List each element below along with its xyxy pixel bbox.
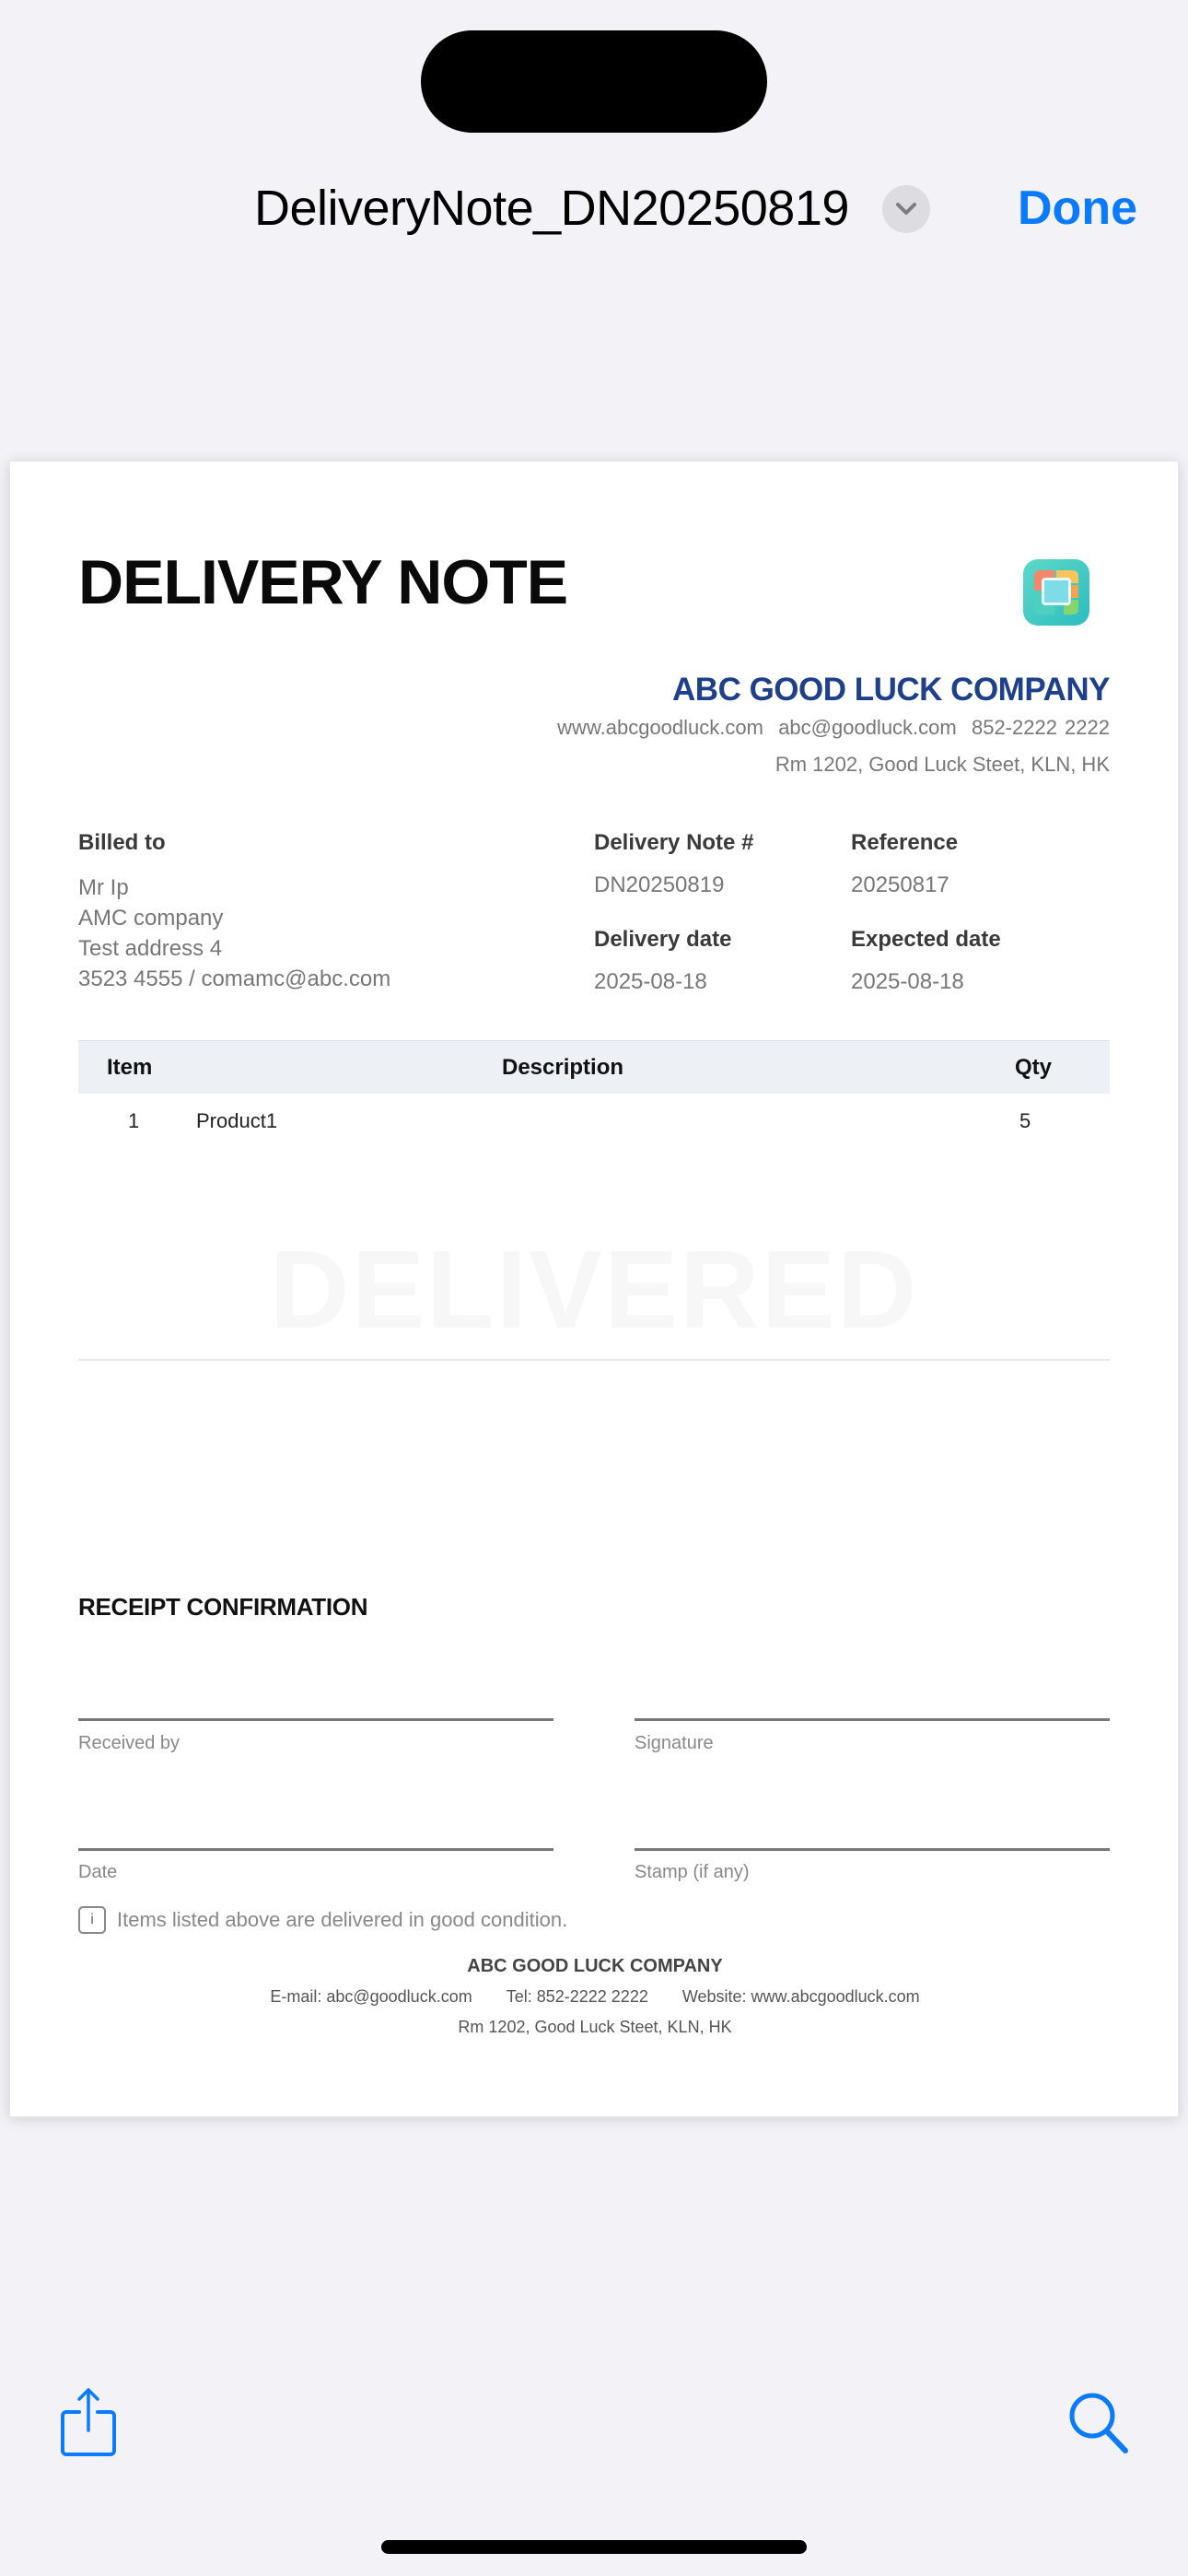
signature-label: Signature	[635, 1733, 714, 1753]
received-by-label: Received by	[78, 1733, 181, 1753]
delivery-date-value: 2025-08-18	[594, 969, 707, 994]
search-button[interactable]	[1066, 2390, 1131, 2456]
items-table-header	[78, 1040, 1110, 1094]
billed-to-company: AMC company	[78, 906, 224, 931]
footer-website: Website: www.abcgoodluck.com	[681, 1987, 920, 2006]
footer-contacts	[10, 1987, 1180, 2007]
signature-line	[635, 1718, 1110, 1721]
stamp-line	[635, 1848, 1110, 1851]
title-menu-button[interactable]	[882, 185, 930, 233]
footer-address: Rm 1202, Good Luck Steet, KLN, HK	[458, 2018, 732, 2036]
footer-email: E-mail: abc@goodluck.com	[270, 1987, 472, 2006]
reference-value: 20250817	[851, 872, 949, 897]
company-email: abc@goodluck.com	[778, 716, 957, 739]
condition-note-text: Items listed above are delivered in good condition.	[117, 1908, 568, 1931]
document-title[interactable]: DeliveryNote_DN20250819	[254, 181, 849, 236]
footer-tel: Tel: 852-2222 2222	[506, 1987, 648, 2006]
dynamic-island	[421, 30, 767, 133]
stamp-label: Stamp (if any)	[635, 1862, 750, 1882]
photo-gallery-app-icon	[1023, 559, 1089, 626]
company-phone: 852-2222 2222	[971, 716, 1110, 739]
column-header-description: Description	[502, 1055, 624, 1080]
delivery-note-number-label: Delivery Note #	[594, 830, 754, 855]
footer-company-name: ABC GOOD LUCK COMPANY	[467, 1956, 723, 1976]
row-qty: 5	[1019, 1109, 1031, 1132]
billed-to-label: Billed to	[78, 830, 166, 855]
document-page	[9, 461, 1179, 2117]
delivered-watermark: DELIVERED	[269, 1228, 919, 1352]
reference-label: Reference	[851, 830, 959, 855]
column-header-qty: Qty	[1015, 1055, 1053, 1080]
company-name: ABC GOOD LUCK COMPANY	[672, 672, 1110, 708]
info-icon: i	[78, 1906, 106, 1934]
home-indicator[interactable]	[381, 2540, 807, 2554]
row-description: Product1	[196, 1109, 278, 1132]
share-button[interactable]	[59, 2384, 118, 2458]
done-button[interactable]: Done	[1018, 181, 1137, 235]
received-by-line	[78, 1718, 553, 1721]
billed-to-contact: 3523 4555 / comamc@abc.com	[78, 966, 391, 991]
company-address: Rm 1202, Good Luck Steet, KLN, HK	[775, 753, 1110, 776]
billed-to-address: Test address 4	[78, 936, 223, 961]
company-contact	[557, 716, 1110, 740]
delivery-date-label: Delivery date	[594, 927, 732, 952]
column-header-item: Item	[107, 1055, 153, 1080]
date-label: Date	[78, 1862, 118, 1882]
delivery-note-number: DN20250819	[594, 872, 725, 897]
expected-date-label: Expected date	[851, 927, 1001, 952]
date-line	[78, 1848, 553, 1851]
company-website: www.abcgoodluck.com	[557, 716, 763, 739]
expected-date-value: 2025-08-18	[851, 969, 964, 994]
billed-to-details	[78, 872, 390, 994]
billed-to-name: Mr Ip	[78, 875, 129, 900]
table-divider	[78, 1359, 1110, 1361]
share-icon	[59, 2384, 118, 2458]
condition-note	[78, 1906, 567, 1934]
document-heading: DELIVERY NOTE	[78, 547, 568, 617]
search-icon	[1066, 2390, 1131, 2456]
row-item-number: 1	[128, 1109, 140, 1132]
chevron-down-icon	[894, 201, 918, 217]
receipt-confirmation-heading: RECEIPT CONFIRMATION	[78, 1593, 368, 1621]
